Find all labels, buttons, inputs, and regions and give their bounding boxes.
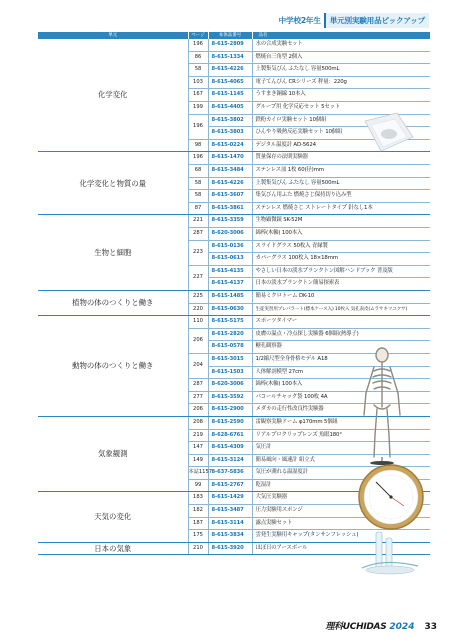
product-name: 糖孔観察器 bbox=[252, 341, 430, 354]
product-code: 8-615-5175 bbox=[208, 316, 252, 329]
page-ref: 175 bbox=[188, 530, 208, 543]
footer-brand: 理科UCHIDAS bbox=[325, 622, 387, 632]
product-photo-heat-pack bbox=[357, 107, 419, 157]
footer-year: 2024 bbox=[389, 622, 415, 632]
unit-category: 植物の体のつくりと働き bbox=[38, 290, 188, 315]
page-ref: 98 bbox=[188, 139, 208, 152]
product-name: スポーツタイマー bbox=[252, 316, 430, 329]
header-title: 単元別実験用品ピックアップ bbox=[324, 13, 429, 28]
product-name: メダカの走行性改良性実験器 bbox=[252, 404, 430, 417]
page-ref: 86 bbox=[188, 51, 208, 64]
product-name: 上製集気びん ふたなし 容量500mL bbox=[252, 177, 430, 190]
page-ref: 187 bbox=[188, 517, 208, 530]
product-code: 8-615-3607 bbox=[208, 190, 252, 203]
product-code: 8-615-4226 bbox=[208, 64, 252, 77]
product-code: 8-615-3114 bbox=[208, 517, 252, 530]
product-name: 生徒実習用プレパラート(標本ケース入) 10枚入 気孔表皮(ムラサキツユクサ) bbox=[252, 303, 430, 316]
page-ref: 199 bbox=[188, 102, 208, 115]
product-code: 8-615-3484 bbox=[208, 165, 252, 178]
unit-category: 気象観測 bbox=[38, 416, 188, 492]
product-name: カバーグラス 100枚入 18×18mm bbox=[252, 253, 430, 266]
product-code: 8-615-3803 bbox=[208, 127, 252, 140]
page-ref: 204 bbox=[188, 353, 208, 378]
product-name: 気圧が測れる温湿度計 bbox=[252, 467, 430, 480]
page-ref: 196 bbox=[188, 152, 208, 165]
product-name: 電子てんびん CRシリーズ 秤量：220g bbox=[252, 76, 430, 89]
page-ref: 87 bbox=[188, 202, 208, 215]
product-code: 8-615-2820 bbox=[208, 328, 252, 341]
product-name: 雷観察実験ドーム φ170mm 5個組 bbox=[252, 416, 430, 429]
product-code: 8-615-2590 bbox=[208, 416, 252, 429]
product-name: やさしい日本の淡水プランクトン図解ハンドブック 普及版 bbox=[252, 265, 430, 278]
product-code: 8-615-1334 bbox=[208, 51, 252, 64]
product-name: ステンレス皿 1枚 60(径)mm bbox=[252, 165, 430, 178]
product-code: 8-615-3359 bbox=[208, 215, 252, 228]
product-code: 8-615-1503 bbox=[208, 366, 252, 379]
product-code: 8-620-3006 bbox=[208, 228, 252, 241]
col-header-unit: 単元 bbox=[38, 32, 188, 39]
page-ref: 149 bbox=[188, 454, 208, 467]
product-name: デジタル温度計 AD-5624 bbox=[252, 139, 430, 152]
table-row bbox=[38, 316, 430, 329]
page-ref: 223 bbox=[188, 240, 208, 265]
page-ref: 本誌1157 bbox=[188, 467, 208, 480]
product-photo-pressure-apparatus bbox=[356, 528, 422, 576]
product-photo-barometer bbox=[356, 462, 426, 532]
page-ref: 99 bbox=[188, 479, 208, 492]
product-name: 上製集気びん ふたなし 容量500mL bbox=[252, 64, 430, 77]
product-name: 雲発生実験用キャップ(タンサンフレッシュ) bbox=[252, 530, 430, 543]
product-code: 8-615-4309 bbox=[208, 442, 252, 455]
product-code: 8-615-4137 bbox=[208, 278, 252, 291]
product-code: 8-615-0136 bbox=[208, 240, 252, 253]
page-ref: 220 bbox=[188, 303, 208, 316]
product-name: 大気圧実験器 bbox=[252, 492, 430, 505]
product-name: 水の合成実験セット bbox=[252, 39, 430, 51]
product-name: 露点実験セット bbox=[252, 517, 430, 530]
page-ref: 103 bbox=[188, 76, 208, 89]
unit-category: 化学変化と物質の量 bbox=[38, 152, 188, 215]
product-name: ステンレス 燃焼さじ ストレートタイプ 針なし1本 bbox=[252, 202, 430, 215]
product-name: 簡易ミクロトーム DK-10 bbox=[252, 290, 430, 303]
table-row bbox=[38, 39, 430, 51]
product-name: 乾湿計 bbox=[252, 479, 430, 492]
product-code: 8-615-4135 bbox=[208, 265, 252, 278]
product-name: 綿棒(木軸) 100本入 bbox=[252, 379, 430, 392]
product-code: 8-615-1145 bbox=[208, 89, 252, 102]
page-ref: 210 bbox=[188, 542, 208, 555]
product-name: スライドグラス 50枚入 青縁製 bbox=[252, 240, 430, 253]
page-ref: 277 bbox=[188, 391, 208, 404]
product-code: 8-615-4065 bbox=[208, 76, 252, 89]
product-code: 8-615-3802 bbox=[208, 114, 252, 127]
product-code: 8-628-6761 bbox=[208, 429, 252, 442]
product-name: 気圧計 bbox=[252, 442, 430, 455]
table-row bbox=[38, 215, 430, 228]
page-ref: 221 bbox=[188, 215, 208, 228]
product-name: 質量保存の法則実験器 bbox=[252, 152, 430, 165]
product-code: 8-615-0613 bbox=[208, 253, 252, 266]
product-photo-skeleton-model bbox=[356, 345, 408, 465]
product-code: 8-637-5836 bbox=[208, 467, 252, 480]
product-code: 8-620-3006 bbox=[208, 379, 252, 392]
product-code: 8-615-3834 bbox=[208, 530, 252, 543]
product-name: 燃焼台三角型 2個入 bbox=[252, 51, 430, 64]
product-code: 8-615-4226 bbox=[208, 177, 252, 190]
page-ref: 58 bbox=[188, 64, 208, 77]
product-name: 簡易風向・風速計 組立式 bbox=[252, 454, 430, 467]
product-code: 8-615-0224 bbox=[208, 139, 252, 152]
product-code: 8-615-3920 bbox=[208, 542, 252, 555]
product-name: グループ用 化学反応セット 5セット bbox=[252, 102, 430, 115]
table-header-row bbox=[38, 32, 430, 39]
page-ref: 227 bbox=[188, 265, 208, 290]
page-ref: 225 bbox=[188, 290, 208, 303]
unit-category: 日本の気象 bbox=[38, 542, 188, 555]
page-footer bbox=[325, 619, 437, 632]
product-code: 8-615-2900 bbox=[208, 404, 252, 417]
product-code: 8-615-1470 bbox=[208, 152, 252, 165]
page-ref: 110 bbox=[188, 316, 208, 329]
product-name: 日本の淡水プランクトン簡易探索表 bbox=[252, 278, 430, 291]
col-header-code: 本体品番号 bbox=[208, 32, 252, 39]
page-ref: 58 bbox=[188, 177, 208, 190]
product-name: リアルプロクリップレンズ 魚眼180° bbox=[252, 429, 430, 442]
product-code: 8-615-3861 bbox=[208, 202, 252, 215]
product-code: 8-615-3592 bbox=[208, 391, 252, 404]
page-ref: 68 bbox=[188, 165, 208, 178]
product-name: 鉄粉カイロ実験セット 10個組 bbox=[252, 114, 430, 127]
product-name: ほぼ日のアースボール bbox=[252, 542, 430, 555]
product-code: 8-615-2767 bbox=[208, 479, 252, 492]
col-header-name: 品名 bbox=[252, 32, 430, 39]
page-ref: 287 bbox=[188, 379, 208, 392]
product-name: 綿棒(木軸) 100本入 bbox=[252, 228, 430, 241]
product-name: うすまき銅線 10本入 bbox=[252, 89, 430, 102]
product-code: 8-615-1429 bbox=[208, 492, 252, 505]
product-name: 圧力実験用スポンジ bbox=[252, 505, 430, 518]
product-code: 8-615-1485 bbox=[208, 290, 252, 303]
product-name: ひんやり吸熱反応実験セット 10個組 bbox=[252, 127, 430, 140]
product-name: 生物顕微鏡 SK-52M bbox=[252, 215, 430, 228]
page-ref: 287 bbox=[188, 228, 208, 241]
page-ref: 208 bbox=[188, 416, 208, 429]
product-code: 8-615-3487 bbox=[208, 505, 252, 518]
product-code: 8-615-0630 bbox=[208, 303, 252, 316]
header-grade: 中学校2年生 bbox=[278, 15, 321, 25]
product-code: 8-615-2809 bbox=[208, 39, 252, 51]
product-name: 集気びん用ふた 燃焼さじ保持切り込み型 bbox=[252, 190, 430, 203]
page-ref: 196 bbox=[188, 114, 208, 139]
unit-category: 動物の体のつくりと働き bbox=[38, 316, 188, 417]
page-ref: 206 bbox=[188, 404, 208, 417]
page-ref: 182 bbox=[188, 505, 208, 518]
table-row bbox=[38, 290, 430, 303]
product-name: 1/2縮尺型全身骨格モデル A18 bbox=[252, 353, 430, 366]
product-name: 皮膚の温点・冷点探し実験器 6個組(熱導子) bbox=[252, 328, 430, 341]
product-code: 8-615-3124 bbox=[208, 454, 252, 467]
page-ref: 183 bbox=[188, 492, 208, 505]
page-ref: 219 bbox=[188, 429, 208, 442]
unit-category: 生物と細胞 bbox=[38, 215, 188, 291]
page-number: 33 bbox=[424, 622, 437, 632]
page-ref: 147 bbox=[188, 442, 208, 455]
col-header-page: ページ bbox=[188, 32, 208, 39]
product-code: 8-615-0578 bbox=[208, 341, 252, 354]
page-ref: 196 bbox=[188, 39, 208, 51]
page-ref: 206 bbox=[188, 328, 208, 353]
product-name: パコールチャック袋 100枚 4A bbox=[252, 391, 430, 404]
product-name: 人体解剖模型 27cm bbox=[252, 366, 430, 379]
product-code: 8-615-3015 bbox=[208, 353, 252, 366]
unit-category: 天気の変化 bbox=[38, 492, 188, 542]
page-ref: 58 bbox=[188, 190, 208, 203]
page-ref: 167 bbox=[188, 89, 208, 102]
page-header bbox=[279, 12, 429, 28]
product-code: 8-615-4405 bbox=[208, 102, 252, 115]
unit-category: 化学変化 bbox=[38, 39, 188, 152]
